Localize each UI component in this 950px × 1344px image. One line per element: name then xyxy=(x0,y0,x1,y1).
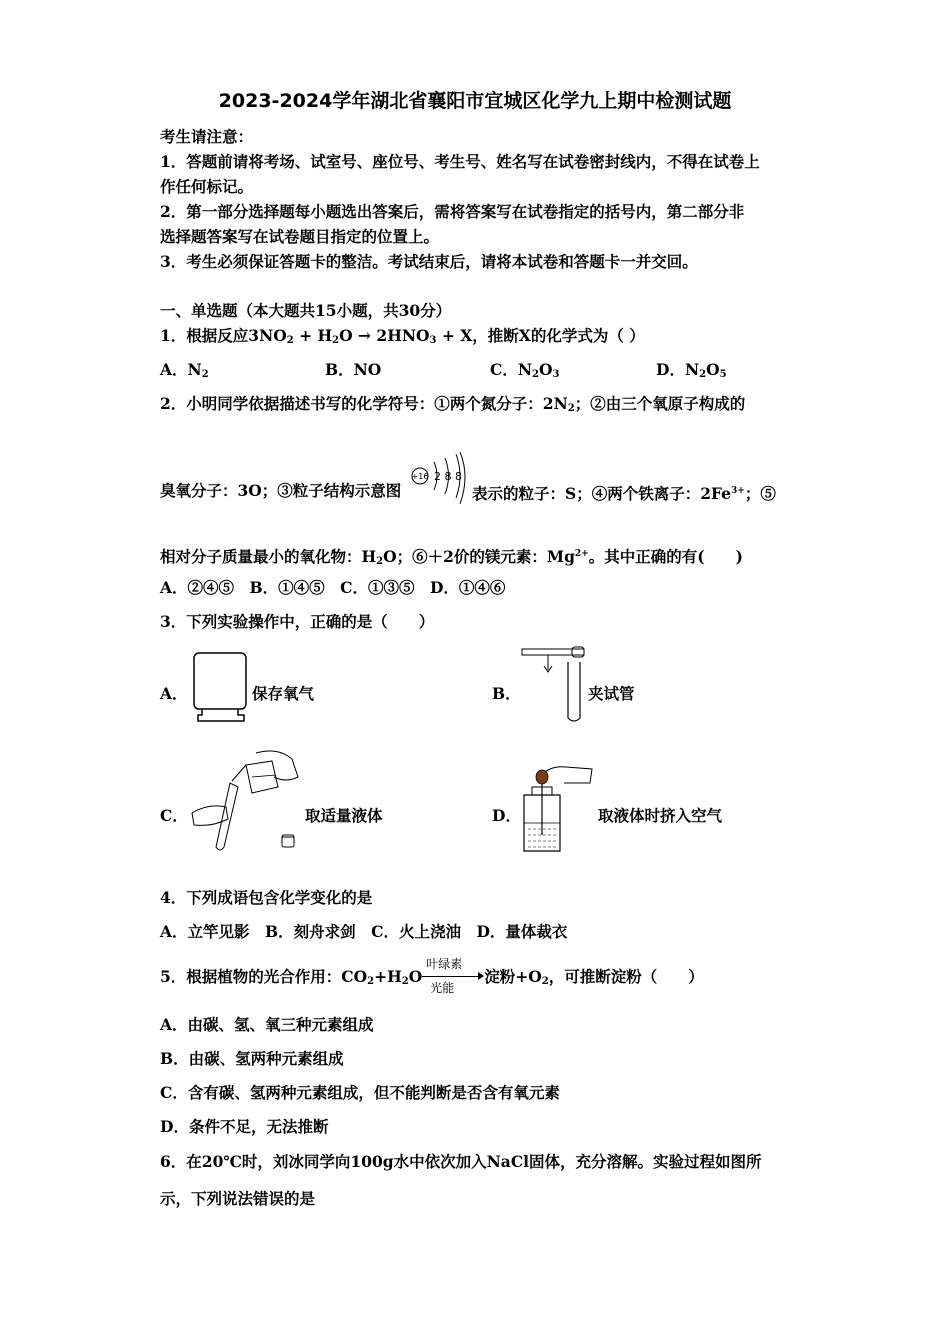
question-3-option-a-label: 保存氧气 xyxy=(252,684,315,703)
question-3-option-b-letter: B． xyxy=(492,684,521,703)
question-3-option-c-letter: C． xyxy=(160,806,188,825)
question-3-stem: 3．下列实验操作中，正确的是（ ） xyxy=(160,612,435,631)
dropper-bottle-figure xyxy=(518,757,596,855)
question-5-option-d: D．条件不足，无法推断 xyxy=(160,1117,329,1136)
question-4-stem: 4．下列成语包含化学变化的是 xyxy=(160,888,373,907)
question-3-option-b-label: 夹试管 xyxy=(588,684,635,703)
question-1-option-c: C．$N_2O_3$ xyxy=(490,360,560,380)
question-6-line-1: 6．在20℃时，刘冰同学向100g水中依次加入NaCl固体，充分溶解。实验过程如图所 xyxy=(160,1152,762,1171)
question-3-option-c-label: 取适量液体 xyxy=(305,806,383,825)
question-5-option-a: A．由碳、氢、氧三种元素组成 xyxy=(160,1015,374,1034)
notice-line: 3．考生必须保证答题卡的整洁。考试结束后，请将本试卷和答题卡一并交回。 xyxy=(160,252,698,271)
question-3-option-d-letter: D． xyxy=(492,806,521,825)
notice-line: 作任何标记。 xyxy=(160,177,254,196)
arrow-bottom-label: 光能 xyxy=(430,981,455,995)
question-2-line-3: 相对分子质量最小的氧化物：$H_2O$；⑥＋2价的镁元素：$Mg^{2+}$。其中正确的有( ) xyxy=(160,547,743,567)
question-1-option-a: A．$N_2$ xyxy=(160,360,209,380)
question-3-option-a-letter: A． xyxy=(160,684,188,703)
test-tube-clamp-figure xyxy=(518,646,588,726)
page-title: 2023-2024学年湖北省襄阳市宜城区化学九上期中检测试题 xyxy=(218,90,732,112)
question-1-option-d: D．$N_2O_5$ xyxy=(656,360,727,380)
electron-shells: 2 8 8 xyxy=(434,470,462,483)
question-2-line-2b: 表示的粒子：S；④两个铁离子：$2Fe^{3+}$；⑤ xyxy=(472,484,776,503)
question-1-option-b: B．NO xyxy=(325,360,382,379)
question-4-options: A．立竿见影 B．刻舟求剑 C．火上浇油 D．量体裁衣 xyxy=(160,922,568,941)
question-2-options: A．②④⑤ B．①④⑤ C．①③⑤ D．①④⑥ xyxy=(160,578,506,597)
notice-line: 选择题答案写在试卷题目指定的位置上。 xyxy=(160,227,440,246)
arrow-top-label: 叶绿素 xyxy=(426,957,463,971)
section-heading: 一、单选题（本大题共15小题，共30分） xyxy=(160,301,452,320)
question-2-line-1: 2．小明同学依据描述书写的化学符号：①两个氮分子：$2N_2$；②由三个氧原子构成的 xyxy=(160,394,746,414)
question-1-stem: 1．根据反应$3NO_2 + H_2O \to 2HNO_3 + X$，推断X的化学式为（ ） xyxy=(160,326,645,346)
question-3-option-d-label: 取液体时挤入空气 xyxy=(598,806,723,825)
notice-heading: 考生请注意： xyxy=(160,127,254,146)
question-5-option-b: B．由碳、氢两种元素组成 xyxy=(160,1049,344,1068)
particle-structure-diagram xyxy=(410,452,472,508)
nucleus-charge: +16 xyxy=(411,472,429,481)
question-6-line-2: 示，下列说法错误的是 xyxy=(160,1189,316,1208)
question-5-option-c: C．含有碳、氢两种元素组成，但不能判断是否含有氧元素 xyxy=(160,1083,560,1102)
notice-line: 1．答题前请将考场、试室号、座位号、考生号、姓名写在试卷密封线内，不得在试卷上 xyxy=(160,152,760,171)
notice-line: 2．第一部分选择题每小题选出答案后，需将答案写在试卷指定的括号内，第二部分非 xyxy=(160,202,745,221)
gas-jar-figure xyxy=(190,651,252,723)
reaction-arrow xyxy=(422,957,484,995)
question-5-stem: 5．根据植物的光合作用：$CO_2+H_2O$ 叶绿素 光能 淀粉$+O_2$，可推断淀粉（ ） xyxy=(160,966,704,993)
pouring-liquid-figure xyxy=(186,747,306,855)
question-2-line-2a: 臭氧分子：3O；③粒子结构示意图 xyxy=(160,481,402,500)
